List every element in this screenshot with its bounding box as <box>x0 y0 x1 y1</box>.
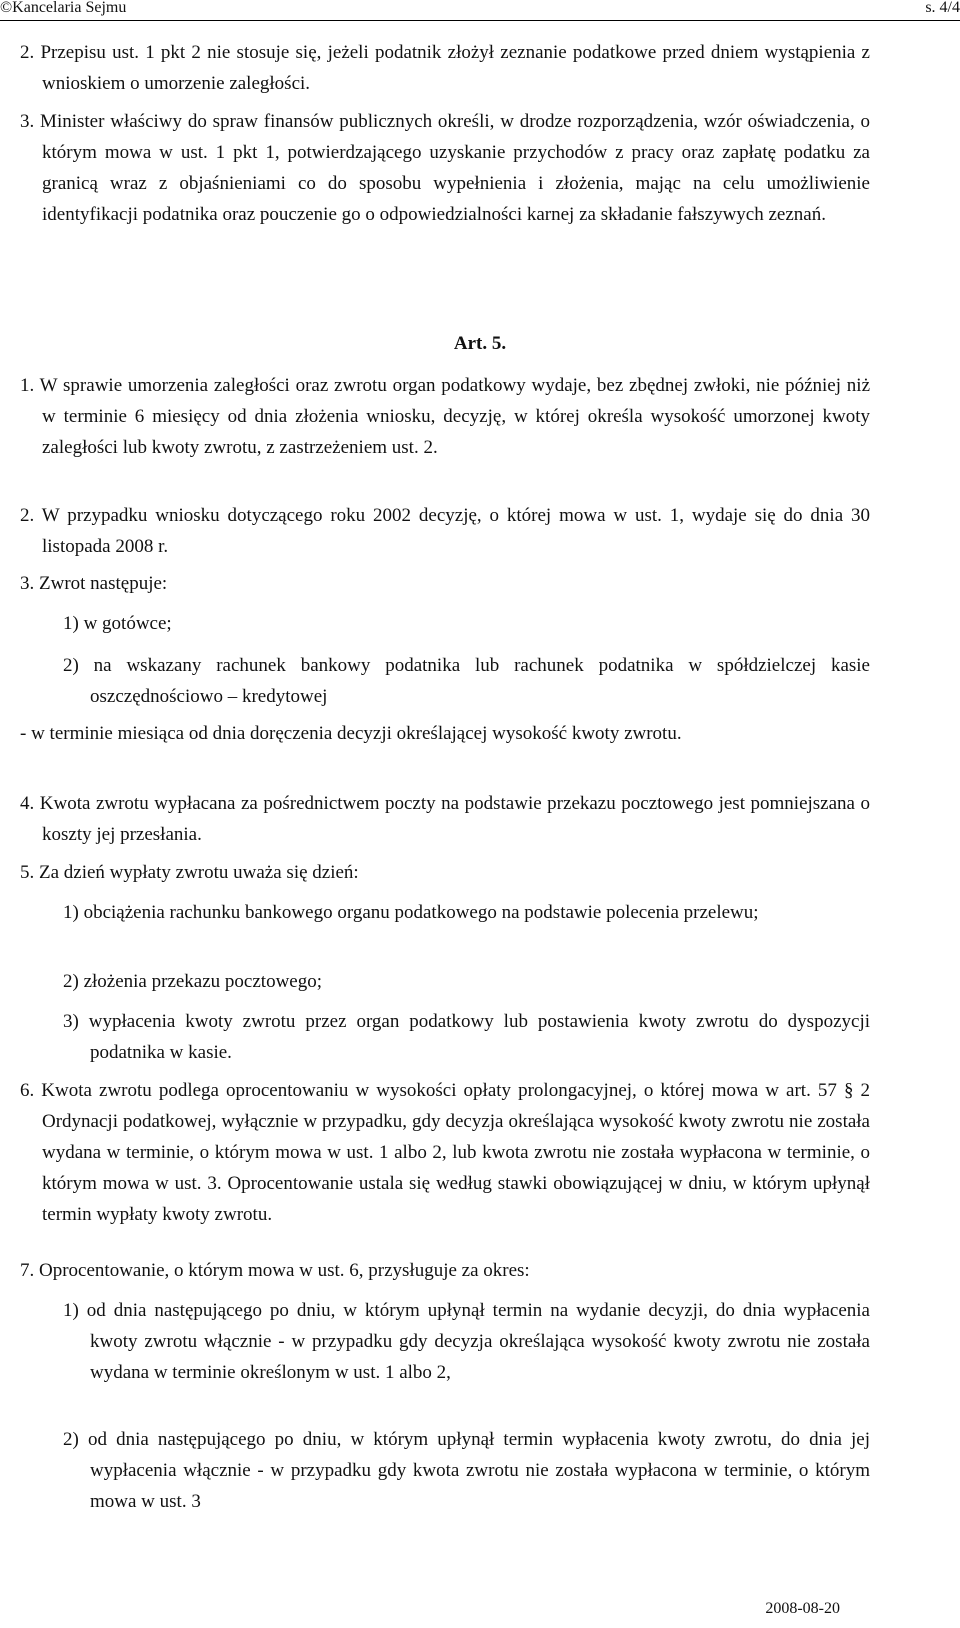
art5-paragraph-5: 5. Za dzień wypłaty zwrotu uważa się dzień: <box>20 862 359 883</box>
art5-p7-item-1: 1) od dnia następującego po dniu, w którym upłynął termin na wydanie decyzji, do dnia wypłacenia kwoty zwrotu włącznie - w przypadku gdy decyzja określająca wysokość kwoty zwrotu nie została wydana w terminie określonym w ust. 1 albo 2, <box>63 1300 870 1383</box>
art4-paragraph-2: 2. Przepisu ust. 1 pkt 2 nie stosuje się, jeżeli podatnik złożył zeznanie podatkowe przed dniem wystąpienia z wnioskiem o umorzenie zaległości. <box>20 42 870 94</box>
art5-paragraph-7: 7. Oprocentowanie, o którym mowa w ust. 6, przysługuje za okres: <box>20 1260 530 1281</box>
header-divider <box>0 20 960 21</box>
art5-p5-item-1: 1) obciążenia rachunku bankowego organu podatkowego na podstawie polecenia przelewu; <box>63 902 759 923</box>
art5-paragraph-4: 4. Kwota zwrotu wypłacana za pośrednictwem poczty na podstawie przekazu pocztowego jest pomniejszana o koszty jej przesłania. <box>20 793 870 845</box>
art5-p5-item-2: 2) złożenia przekazu pocztowego; <box>63 971 323 992</box>
header-page-number: s. 4/4 <box>925 0 960 16</box>
art5-paragraph-6: 6. Kwota zwrotu podlega oprocentowaniu w wysokości opłaty prolongacyjnej, o której mowa w art. 57 § 2 Ordynacji podatkowej, wyłącznie w przypadku, gdy decyzja określająca wysokość kwoty zwrotu nie została wydana w terminie, o którym mowa w ust. 1 albo 2, lub kwota zwrotu nie została wypłacona w terminie, o którym mowa w ust. 3. Oprocentowanie ustala się według stawki obowiązującej w dniu, w którym upłynął termin wypłaty kwoty zwrotu. <box>20 1080 870 1225</box>
article-title: Art. 5. <box>453 333 507 354</box>
header-publisher: ©Kancelaria Sejmu <box>0 0 127 16</box>
art5-p7-item-2: 2) od dnia następującego po dniu, w którym upłynął termin wypłacenia kwoty zwrotu, do dnia jej wypłacenia włącznie - w przypadku gdy kwota zwrotu nie została wypłacona w terminie, o którym mowa w ust. 3 <box>63 1429 870 1512</box>
art5-p5-item-3: 3) wypłacenia kwoty zwrotu przez organ podatkowy lub postawienia kwoty zwrotu do dyspozycji podatnika w kasie. <box>63 1011 870 1063</box>
art5-p3-tail: - w terminie miesiąca od dnia doręczenia decyzji określającej wysokość kwoty zwrotu. <box>20 723 682 744</box>
art4-paragraph-3: 3. Minister właściwy do spraw finansów publicznych określi, w drodze rozporządzenia, wzór oświadczenia, o którym mowa w ust. 1 pkt 1, potwierdzającego uzyskanie przychodów z pracy oraz zapłatę podatku za granicą wraz z objaśnieniami co do sposobu wypełnienia i złożenia, mając na celu umożliwienie identyfikacji podatnika oraz pouczenie go o odpowiedzialności karnej za składanie fałszywych zeznań. <box>20 111 870 225</box>
art5-p3-item-1: 1) w gotówce; <box>63 613 172 634</box>
art5-paragraph-1: 1. W sprawie umorzenia zaległości oraz zwrotu organ podatkowy wydaje, bez zbędnej zwłoki, nie później niż w terminie 6 miesięcy od dnia złożenia wniosku, decyzję, w której określa wysokość umorzonej kwoty zaległości lub kwoty zwrotu, z zastrzeżeniem ust. 2. <box>20 375 870 458</box>
footer-date: 2008-08-20 <box>765 1600 840 1617</box>
art5-p3-item-2: 2) na wskazany rachunek bankowy podatnika lub rachunek podatnika w spółdzielczej kasie oszczędnościowo – kredytowej <box>63 655 870 707</box>
art5-paragraph-2: 2. W przypadku wniosku dotyczącego roku 2002 decyzję, o której mowa w ust. 1, wydaje się do dnia 30 listopada 2008 r. <box>20 505 870 557</box>
art5-paragraph-3: 3. Zwrot następuje: <box>20 573 168 594</box>
